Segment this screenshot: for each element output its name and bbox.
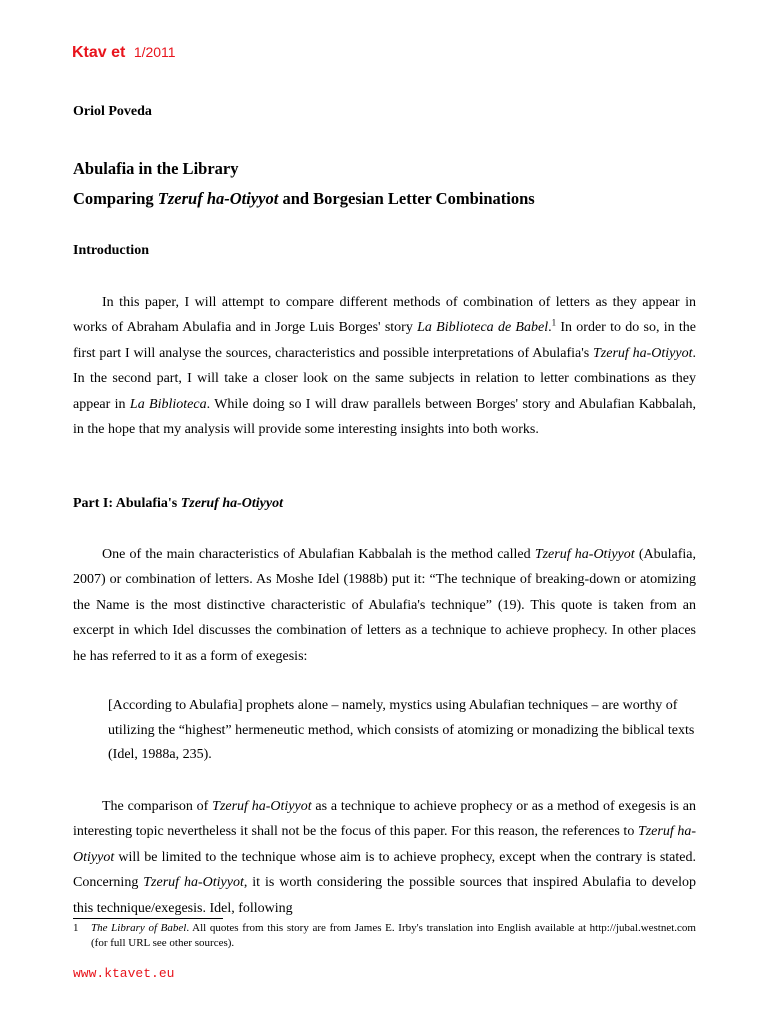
text-run: . In the second part, I will take a closer look on the same subjects in relation to letter combinations as they appear in [73,345,697,412]
subtitle-italic: Tzeruf ha-Otiyyot [157,189,279,208]
section-heading-part1 [73,496,283,512]
footer-url[interactable]: www.ktavet.eu [73,966,175,981]
footnote-divider [73,918,223,919]
text-run: In order to do so, in the first part I will analyse the sources, characteristics and possible interpretations of Abulafia's [73,320,697,361]
heading-prefix: Part I: Abulafia's [73,496,181,511]
footnote-text [91,921,696,951]
footnote-italic: The Library of Babel [91,922,187,934]
italic-run: Tzeruf ha-Otiyyot [534,547,635,562]
text-run: The comparison of [102,799,213,814]
author-name: Oriol Poveda [73,104,152,119]
text-run: will be limited to the technique whose aim is to achieve prophecy, except when the contrary is stated. Concerning [73,849,696,891]
text-run: In this paper, I will attempt to compare different methods of combination of letters as they appear in works of Abraham Abulafia and in Jorge Luis Borges' story [73,295,696,336]
italic-run: La Biblioteca de Babel [417,320,549,336]
text-run: One of the main characteristics of Abulafian Kabbalah is the method called [102,547,535,562]
italic-run: Tzeruf ha-Otiyyot [73,824,696,865]
subtitle-prefix: Comparing [73,189,158,208]
italic-run: Tzeruf ha-Otiyyot [212,799,312,814]
text-run: . [548,320,552,336]
paper-subtitle [73,189,535,209]
journal-issue: 1/2011 [133,44,176,60]
text-run: , it is worth considering the possible sources that inspired Abulafia to develop this technique/exegesis. Idel, following [73,875,697,916]
journal-brand: Ktav et [72,44,126,61]
paragraph-part1-1 [73,542,696,669]
paragraph-part1-2 [73,794,696,921]
text-run: as a technique to achieve prophecy or as a method of exegesis is an interesting topic nevertheless it shall not be the focus of this paper. For this reason, the references to [73,799,697,840]
footnote-number: 1 [73,922,79,934]
subtitle-suffix: and Borgesian Letter Combinations [278,189,535,208]
italic-run: La Biblioteca [129,396,207,412]
journal-header [72,44,176,62]
heading-italic: Tzeruf ha-Otiyyot [180,496,283,511]
footnote-body: . All quotes from this story are from James E. Irby's translation into English available at http://jubal.westnet.com (for full URL see other sources). [91,922,696,949]
footnote [73,921,696,951]
block-quote: [According to Abulafia] prophets alone – namely, mystics using Abulafian techniques – are worthy of utilizing the “highest” hermeneutic method, which consists of atomizing or monadizing the biblical texts (Idel, 1988a, 235). [108,698,695,762]
text-run: . While doing so I will draw parallels between Borges' story and Abulafian Kabbalah, in the hope that my analysis will provide some interesting insights into both works. [73,396,696,438]
paragraph-intro [73,290,696,442]
italic-run: Tzeruf ha-Otiyyot [593,345,693,361]
footnote-ref: 1 [551,317,557,328]
section-heading-introduction: Introduction [73,243,149,258]
text-run: (Abulafia, 2007) or combination of letters. As Moshe Idel (1988b) put it: “The technique of breaking-down or atomizing the Name is the most distinctive characteristic of Abulafia's technique” (19). This quote is taken from an excerpt in which Idel discusses the combination of letters as a technique to achieve prophecy. In other places he has referred to it as a form of exegesis: [73,547,697,664]
italic-run: Tzeruf ha-Otiyyot [143,875,244,891]
paper-title: Abulafia in the Library [73,159,239,178]
